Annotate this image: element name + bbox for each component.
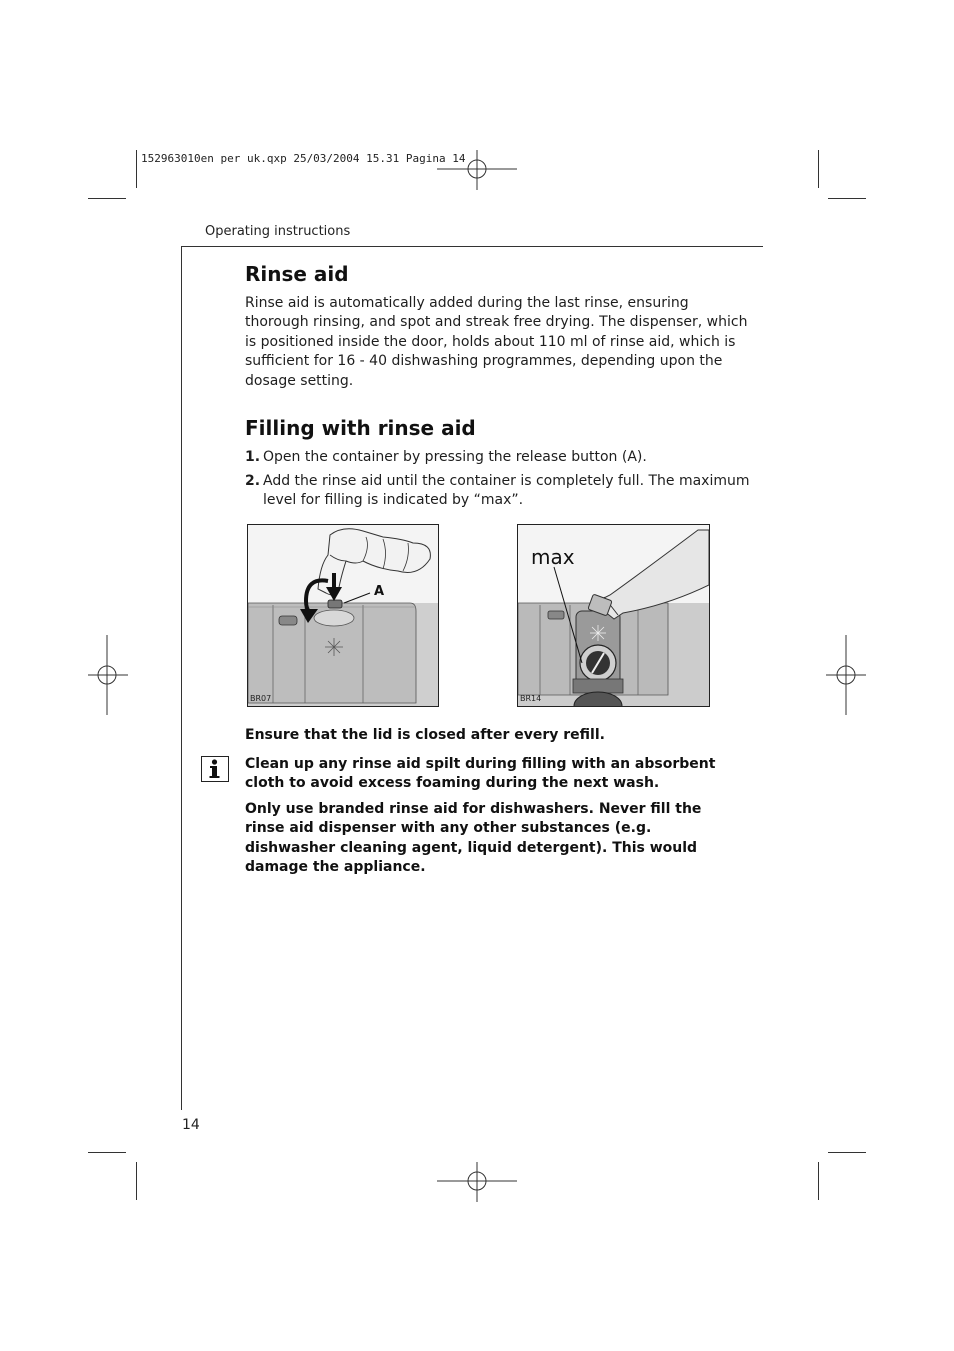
crop-mark bbox=[88, 1152, 126, 1153]
rinse-aid-heading: Rinse aid bbox=[245, 262, 349, 286]
list-item bbox=[245, 448, 750, 467]
note-clean-spill: Clean up any rinse aid spilt during filling with an absorbent cloth to avoid excess foaming during the next wash. bbox=[245, 756, 716, 792]
registration-mark-bottom bbox=[437, 1162, 517, 1202]
step-text: Add the rinse aid until the container is completely full. The maximum level for filling is indicated by “max”. bbox=[263, 473, 750, 509]
margin-rule bbox=[181, 246, 182, 1110]
crop-mark bbox=[88, 198, 126, 199]
list-item bbox=[245, 472, 750, 511]
figure-code: BR14 bbox=[520, 694, 542, 703]
header-rule bbox=[181, 246, 763, 247]
page-number: 14 bbox=[182, 1117, 200, 1133]
note-branded-only: Only use branded rinse aid for dishwashers. Never fill the rinse aid dispenser with any other substances (e.g. dishwasher cleaning agent, liquid detergent). This would damage the appliance. bbox=[245, 801, 702, 876]
callout-max-label: max bbox=[531, 545, 575, 569]
figure-release-button bbox=[247, 524, 439, 707]
crop-mark bbox=[828, 198, 866, 199]
info-icon bbox=[201, 756, 229, 782]
release-button-illustration bbox=[248, 525, 438, 706]
crop-mark bbox=[136, 1162, 137, 1200]
registration-mark-right bbox=[826, 635, 866, 715]
crop-mark bbox=[818, 1162, 819, 1200]
crop-mark bbox=[136, 150, 137, 188]
step-text: Open the container by pressing the release button (A). bbox=[263, 449, 647, 465]
crop-mark bbox=[818, 150, 819, 188]
figure-filling-max bbox=[517, 524, 710, 707]
note-lid-closed: Ensure that the lid is closed after every refill. bbox=[245, 727, 605, 743]
callout-a-label: A bbox=[374, 584, 385, 599]
filling-heading: Filling with rinse aid bbox=[245, 416, 476, 440]
crop-mark bbox=[828, 1152, 866, 1153]
registration-mark-left bbox=[88, 635, 128, 715]
section-header: Operating instructions bbox=[205, 224, 351, 239]
rinse-aid-paragraph: Rinse aid is automatically added during the last rinse, ensuring thorough rinsing, and spot and streak free drying. The dispenser, which is positioned inside the door, holds about 110 ml of rinse aid, which is sufficient for 16 - 40 dishwashing programmes, depending upon the dosage setting. bbox=[245, 295, 748, 389]
file-slug-line: 152963010en per uk.qxp 25/03/2004 15.31 Pagina 14 bbox=[141, 152, 466, 165]
figure-code: BR07 bbox=[250, 694, 272, 703]
step-number: 2. bbox=[245, 473, 261, 489]
step-number: 1. bbox=[245, 449, 261, 465]
